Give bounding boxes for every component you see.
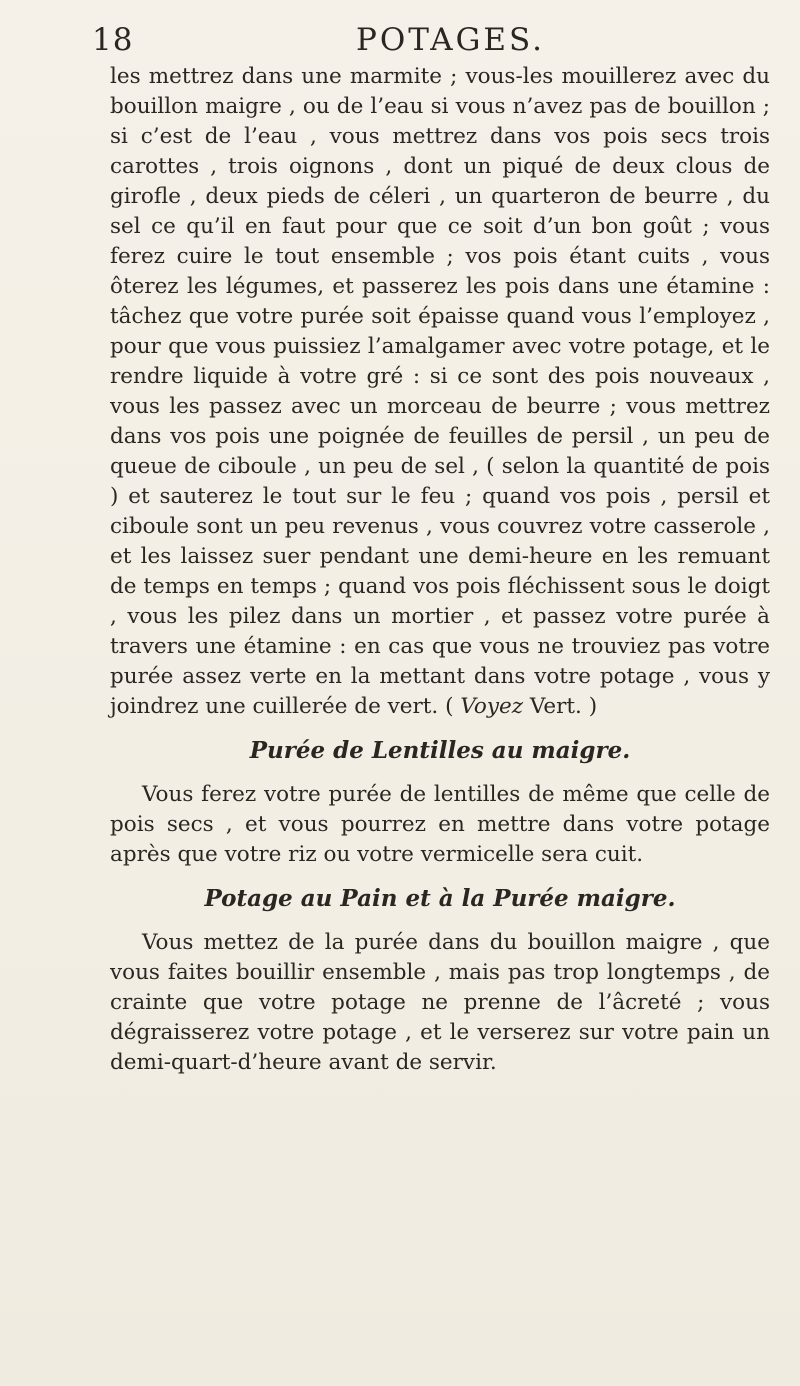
- spacer: [110, 722, 770, 736]
- page-number: 18: [92, 22, 134, 58]
- spacer: [110, 870, 770, 884]
- paragraph-text: les mettrez dans une marmite ; vous-les mouillerez avec du bouillon maigre , ou de l’eau si vous n’avez pas de bouillon ; si c’est de l’eau , vous mettrez dans vos pois secs trois carottes , trois oignons , dont un piqué de deux clous de girofle , deux pieds de céleri , un quarteron de beurre , du sel ce qu’il en faut pour que ce soit d’un bon goût ; vous ferez cuire le tout ensemble ; vos pois étant cuits , vous ôterez les légumes, et passerez les pois dans une étamine : tâchez que votre purée soit épaisse quand vous l’employez , pour que vous puissiez l’amalgamer avec votre potage, et le rendre liquide à votre gré : si ce sont des pois nouveaux , vous les passez avec un morceau de beurre ; vous mettrez dans vos pois une poignée de feuilles de persil , un peu de queue de ciboule , un peu de sel , ( selon la quantité de pois ) et sauterez le tout sur le feu ; quand vos pois , persil et ciboule sont un peu revenus , vous couvrez votre casserole , et les laissez suer pendant une demi-heure en les remuant de temps en temps ; quand vos pois fléchissent sous le doigt , vous les pilez dans un mortier , et passez votre purée à travers une étamine : en cas que vous ne trouviez pas votre purée assez verte en la mettant dans votre potage , vous y joindrez une cuillerée de vert.: [110, 64, 770, 719]
- cross-reference-voyez: Voyez: [460, 694, 524, 719]
- section-title-puree-lentilles: Purée de Lentilles au maigre.: [249, 737, 631, 764]
- paragraph-puree-lentilles: Vous ferez votre purée de lentilles de même que celle de pois secs , et vous pourrez en mettre dans votre potage après que votre riz ou votre vermicelle sera cuit.: [110, 782, 770, 867]
- body-text: [110, 62, 770, 1078]
- cross-reference-open: (: [438, 694, 461, 719]
- running-title: POTAGES.: [356, 22, 546, 58]
- page-header: [92, 22, 732, 62]
- paragraph-pois-secs: [110, 62, 770, 722]
- paragraph-potage-pain-puree: Vous mettez de la purée dans du bouillon maigre , que vous faites bouillir ensemble , mais pas trop longtemps , de crainte que votre potage ne prenne de l’âcreté ; vous dégraisserez votre potage , et le verserez sur votre pain un demi-quart-d’heure avant de servir.: [110, 930, 770, 1075]
- spacer: [110, 766, 770, 780]
- cross-reference-target: Vert. ): [523, 694, 598, 719]
- section-title-potage-pain-puree: Potage au Pain et à la Purée maigre.: [204, 885, 676, 912]
- spacer: [110, 914, 770, 928]
